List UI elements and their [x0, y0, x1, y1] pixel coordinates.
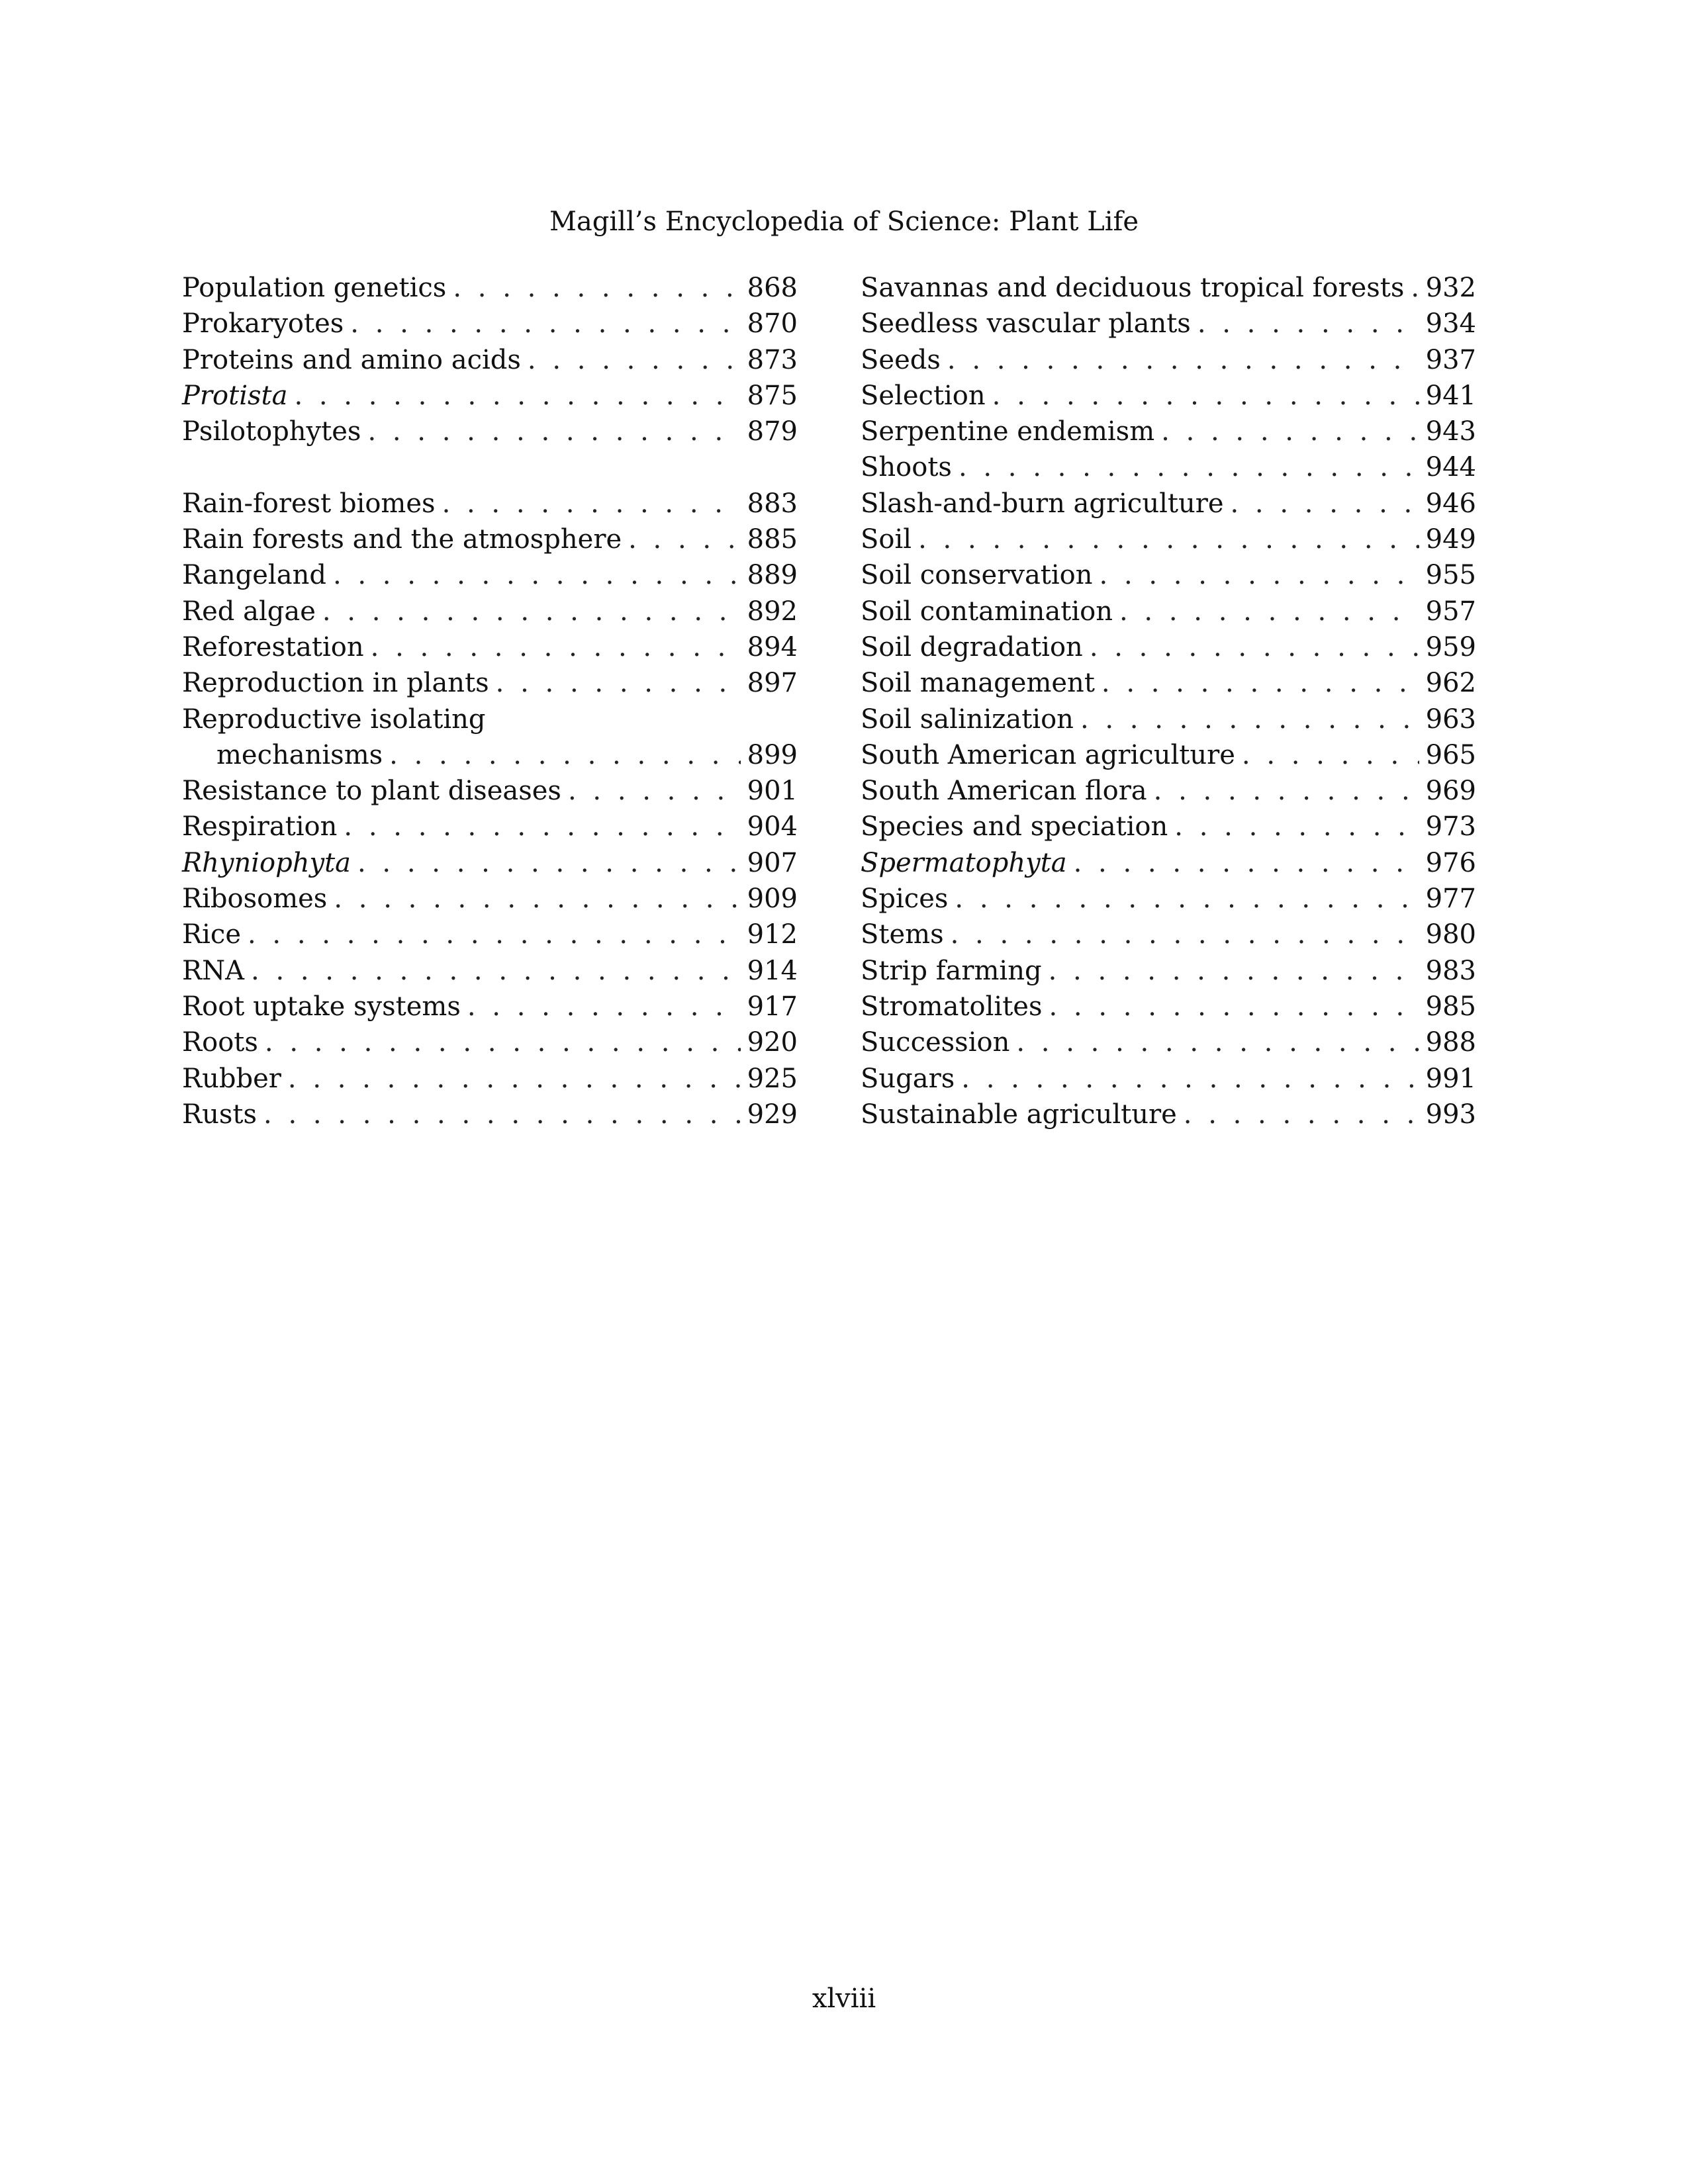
toc-entry-page: 909 [747, 884, 798, 915]
toc-entry-title: Soil salinization [861, 704, 1074, 735]
toc-entry-page: 892 [747, 596, 798, 627]
toc-entry-page: 889 [747, 560, 798, 591]
running-head: Magill’s Encyclopedia of Science: Plant Life [549, 206, 1139, 237]
toc-entry [861, 306, 1476, 341]
toc-entry-title: Root uptake systems [182, 991, 461, 1022]
toc-entry-title: Reproductive isolating [182, 704, 486, 735]
dot-leader [344, 809, 740, 844]
toc-entry [861, 414, 1476, 449]
dot-leader [467, 989, 741, 1024]
toc-entry [182, 773, 798, 809]
toc-entry-page: 885 [747, 524, 798, 555]
dot-leader [1242, 737, 1419, 773]
toc-entry-title: Rain-forest biomes [182, 488, 436, 519]
toc-entry-title: Rain forests and the atmosphere [182, 524, 622, 555]
toc-entry [861, 737, 1476, 773]
toc-entry [182, 306, 798, 341]
toc-entry-title: Reforestation [182, 631, 364, 662]
toc-entry-title: Resistance to plant diseases [182, 776, 561, 807]
toc-entry-page: 943 [1425, 416, 1476, 447]
toc-entry-page: 883 [747, 488, 798, 519]
toc-entry-title: Prokaryotes [182, 308, 344, 340]
toc-entry-title: Soil degradation [861, 631, 1083, 662]
toc-entry [861, 917, 1476, 952]
dot-leader [251, 953, 741, 989]
dot-leader [263, 1097, 741, 1132]
dot-leader [350, 306, 740, 341]
toc-entry [182, 845, 798, 881]
dot-leader [961, 1061, 1419, 1097]
dot-leader [453, 270, 740, 306]
toc-left-column [182, 270, 798, 1132]
toc-entry [182, 557, 798, 593]
toc-entry-title: Rhyniophyta [182, 847, 351, 878]
toc-entry-title: Strip farming [861, 955, 1042, 986]
toc-entry [182, 1024, 798, 1060]
toc-entry [861, 702, 1476, 737]
toc-entry-page: 963 [1425, 704, 1476, 735]
toc-entry [861, 665, 1476, 701]
dot-leader [1231, 486, 1419, 522]
toc-entry [182, 629, 798, 665]
toc-entry-page: 879 [747, 416, 798, 447]
dot-leader [1119, 594, 1419, 629]
dot-leader [1102, 665, 1419, 701]
dot-leader [294, 378, 740, 414]
dot-leader [947, 342, 1419, 378]
toc-entry-title: Savannas and deciduous tropical forests [861, 273, 1405, 303]
toc-entry [182, 702, 798, 737]
toc-entry-title: Soil conservation [861, 560, 1093, 591]
toc-entry-title: Proteins and amino acids [182, 344, 521, 375]
toc-entry [861, 1061, 1476, 1097]
dot-leader [1090, 629, 1419, 665]
dot-leader [496, 665, 741, 701]
dot-leader [992, 378, 1419, 414]
toc-entry-page: 875 [747, 380, 798, 411]
toc-section-gap [182, 449, 798, 485]
toc-entry [182, 665, 798, 701]
toc-entry-title: Population genetics [182, 273, 447, 303]
toc-entry-page: 941 [1425, 380, 1476, 411]
toc-entry-page: 980 [1425, 919, 1476, 950]
toc-entry-page: 993 [1425, 1099, 1476, 1130]
toc-entry-title: Sugars [861, 1063, 955, 1094]
toc-entry-title: Spermatophyta [861, 847, 1067, 878]
toc-entry-page: 983 [1425, 955, 1476, 986]
toc-entry-page: 934 [1425, 308, 1476, 340]
toc-entry [182, 522, 798, 557]
toc-entry [182, 378, 798, 414]
toc-entry [861, 1097, 1476, 1132]
toc-entry [861, 449, 1476, 485]
toc-entry-title: Soil management [861, 668, 1095, 699]
toc-entry [182, 917, 798, 952]
dot-leader [955, 881, 1419, 917]
toc-entry-title: Spices [861, 884, 949, 915]
dot-leader [265, 1024, 741, 1060]
toc-entry-title: RNA [182, 955, 245, 986]
dot-leader [371, 629, 741, 665]
toc-entry-page: 955 [1425, 560, 1476, 591]
dot-leader [1411, 270, 1419, 306]
toc-entry-title: Stems [861, 919, 944, 950]
toc-entry-title: Seedless vascular plants [861, 308, 1191, 340]
toc-entry [861, 773, 1476, 809]
toc-entry-page: 904 [747, 811, 798, 842]
toc-entry [861, 486, 1476, 522]
toc-entry-title: Sustainable agriculture [861, 1099, 1177, 1130]
toc-entry-page: 897 [747, 668, 798, 699]
toc-entry-title: Soil contamination [861, 596, 1113, 627]
toc-entry-title: Seeds [861, 344, 941, 375]
toc-entry-title: Respiration [182, 811, 338, 842]
toc-entry [861, 845, 1476, 881]
toc-entry [182, 594, 798, 629]
dot-leader [333, 557, 741, 593]
toc-entry [861, 881, 1476, 917]
toc-entry [182, 270, 798, 306]
toc-entry-title: Shoots [861, 452, 952, 483]
toc-entry-page: 925 [747, 1063, 798, 1094]
toc-entry-title: mechanisms [216, 739, 383, 770]
dot-leader [1161, 414, 1419, 449]
toc-entry-title: Succession [861, 1027, 1010, 1058]
toc-entry [861, 270, 1476, 306]
dot-leader [1174, 809, 1419, 844]
toc-entry-page: 988 [1425, 1027, 1476, 1058]
toc-entry-title: Rusts [182, 1099, 258, 1130]
dot-leader [334, 881, 740, 917]
dot-leader [1074, 845, 1419, 881]
toc-entry-page: 873 [747, 344, 798, 375]
toc-entry [182, 989, 798, 1024]
toc-entry-title: Slash-and-burn agriculture [861, 488, 1224, 519]
toc-entry [861, 378, 1476, 414]
toc-entry-title: Species and speciation [861, 811, 1168, 842]
toc-entry-title: Psilotophytes [182, 416, 361, 447]
toc-entry-page: 901 [747, 776, 798, 807]
toc-entry-title: Protista [182, 380, 288, 411]
toc-entry [182, 342, 798, 378]
dot-leader [1016, 1024, 1419, 1060]
toc-entry [182, 809, 798, 844]
dot-leader [951, 917, 1419, 952]
toc-entry-title: Rice [182, 919, 241, 950]
toc-entry-page: 946 [1425, 488, 1476, 519]
toc-entry-title: Selection [861, 380, 986, 411]
dot-leader [1080, 702, 1419, 737]
dot-leader [1184, 1097, 1419, 1132]
toc-entry [861, 594, 1476, 629]
toc-entry-page: 937 [1425, 344, 1476, 375]
toc-right-column [861, 270, 1476, 1132]
toc-entry-title: Serpentine endemism [861, 416, 1155, 447]
toc-entry-page: 920 [747, 1027, 798, 1058]
dot-leader [959, 449, 1419, 485]
toc-entry [861, 989, 1476, 1024]
toc-entry-page: 959 [1425, 631, 1476, 662]
toc-entry [861, 557, 1476, 593]
toc-entry-page: 899 [747, 739, 798, 770]
toc-entry [861, 953, 1476, 989]
toc-entry [182, 414, 798, 449]
dot-leader [322, 594, 741, 629]
dot-leader [1197, 306, 1419, 341]
toc-entry-page: 870 [747, 308, 798, 340]
toc-entry-page: 957 [1425, 596, 1476, 627]
toc-entry-title: South American flora [861, 776, 1147, 807]
toc-entry-page: 976 [1425, 847, 1476, 878]
dot-leader [288, 1061, 741, 1097]
dot-leader [442, 486, 741, 522]
toc-entry-page: 914 [747, 955, 798, 986]
toc-entry [182, 737, 798, 773]
toc-entry-page: 929 [747, 1099, 798, 1130]
toc-entry-page: 985 [1425, 991, 1476, 1022]
toc-entry-page: 949 [1425, 524, 1476, 555]
toc-entry [861, 629, 1476, 665]
toc-entry-page: 962 [1425, 668, 1476, 699]
toc-entry-page: 868 [747, 273, 798, 303]
toc-entry-page: 917 [747, 991, 798, 1022]
toc-entry-title: South American agriculture [861, 739, 1235, 770]
toc-entry-page: 907 [747, 847, 798, 878]
toc-entry-page: 894 [747, 631, 798, 662]
toc-entry [182, 1061, 798, 1097]
toc-entry-page: 991 [1425, 1063, 1476, 1094]
dot-leader [918, 522, 1419, 557]
toc-entry [861, 1024, 1476, 1060]
dot-leader [248, 917, 741, 952]
toc-entry-title: Soil [861, 524, 912, 555]
dot-leader [628, 522, 741, 557]
toc-entry-title: Red algae [182, 596, 316, 627]
toc-entry-title: Rubber [182, 1063, 281, 1094]
toc-entry-page: 912 [747, 919, 798, 950]
dot-leader [1154, 773, 1419, 809]
toc-entry [861, 809, 1476, 844]
toc-entry-title: Roots [182, 1027, 258, 1058]
toc-entry-title: Rangeland [182, 560, 326, 591]
dot-leader [367, 414, 740, 449]
dot-leader [1049, 989, 1419, 1024]
toc-entry-page: 973 [1425, 811, 1476, 842]
toc-entry-page: 977 [1425, 884, 1476, 915]
dot-leader [528, 342, 741, 378]
page-number: xlviii [812, 1983, 876, 2014]
toc-entry [861, 342, 1476, 378]
toc-entry [182, 486, 798, 522]
toc-entry-title: Stromatolites [861, 991, 1043, 1022]
toc-entry-page: 944 [1425, 452, 1476, 483]
dot-leader [1100, 557, 1419, 593]
toc-entry [182, 881, 798, 917]
toc-entry-title: Ribosomes [182, 884, 328, 915]
toc-entry-page: 965 [1425, 739, 1476, 770]
dot-leader [568, 773, 741, 809]
dot-leader [1049, 953, 1419, 989]
toc-entry [182, 1097, 798, 1132]
dot-leader [389, 737, 740, 773]
dot-leader [357, 845, 741, 881]
toc-entry-title: Reproduction in plants [182, 668, 489, 699]
toc-entry-page: 932 [1425, 273, 1476, 303]
toc-entry [861, 522, 1476, 557]
toc-entry [182, 953, 798, 989]
toc-entry-page: 969 [1425, 776, 1476, 807]
